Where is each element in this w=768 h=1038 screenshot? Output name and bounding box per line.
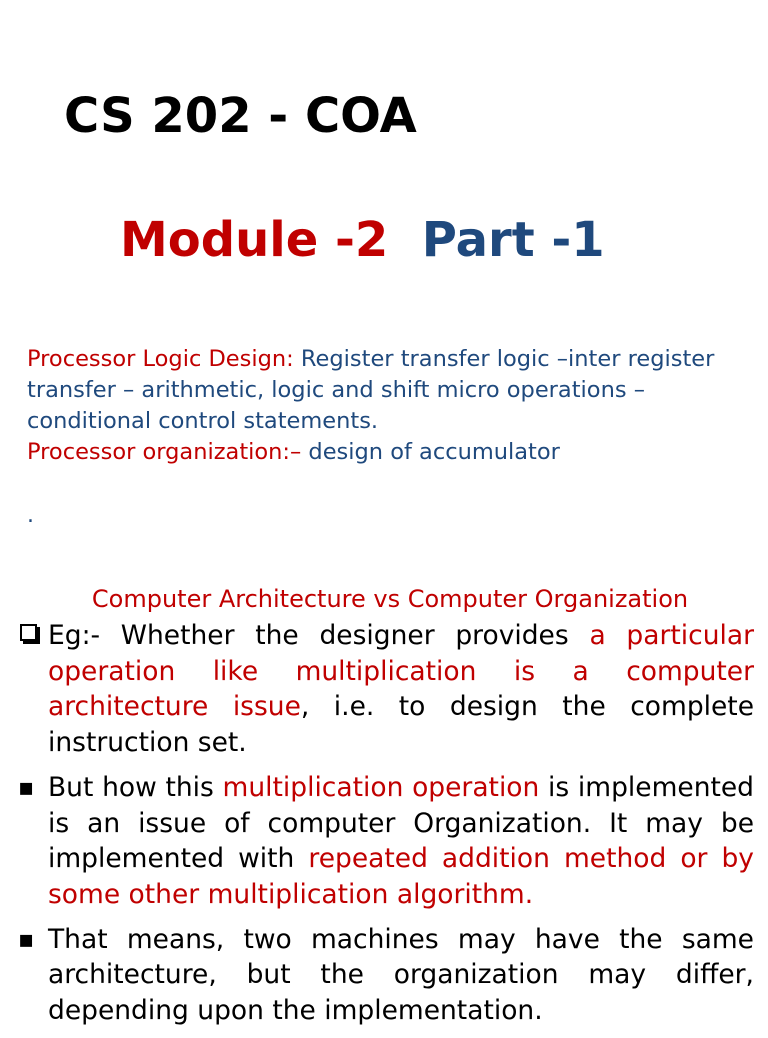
bullet-text: Eg:- Whether the designer provides [48,620,590,651]
slide-title: CS 202 - COA [64,88,417,144]
bullet-item-conclusion [0,922,768,1029]
syllabus-topic-text: Register transfer logic –inter register transfer – arithmetic, logic and shift micro operations – conditional control statements. [27,346,715,434]
bullet-item-organization [0,770,768,913]
bullet-highlight: multiplication operation [222,771,540,803]
bullet-text: is implemented is an issue of computer Organization. It may be implemented with [48,771,755,875]
syllabus-line-organization [27,437,757,468]
section-heading [0,585,768,613]
slide-subtitle [120,212,605,268]
checkbox-bullet-icon [20,624,37,641]
bullet-item-architecture [0,618,768,761]
syllabus-topic-label: Processor Logic Design [27,346,287,372]
bullet-list [0,618,768,1038]
stray-dot: . [27,503,34,528]
bullet-text: , i.e. to design the complete instruction set. [48,691,755,759]
bullet-highlight: repeated addition method or by some other multiplication algorithm. [48,843,754,910]
bullet-text: But how this [48,771,223,803]
syllabus-block [27,344,757,468]
bullet-text: That means, two machines may have the same architecture, but the organization may differ, depending upon the implementation. [48,923,754,1027]
syllabus-separator: : [286,346,294,372]
syllabus-topic-text: design of accumulator [301,439,560,465]
module-label: Module -2 [120,212,389,268]
square-bullet-icon: ▪ [18,924,35,953]
square-bullet-icon: ▪ [18,772,35,801]
section-heading-text: Computer Architecture vs Computer Organization [91,585,689,613]
syllabus-topic-label: Processor organization:– [27,439,302,465]
part-label: Part -1 [421,212,605,268]
syllabus-line-logic-design [27,344,757,437]
bullet-highlight: a particular operation like multiplication is a computer architecture issue [48,620,754,723]
